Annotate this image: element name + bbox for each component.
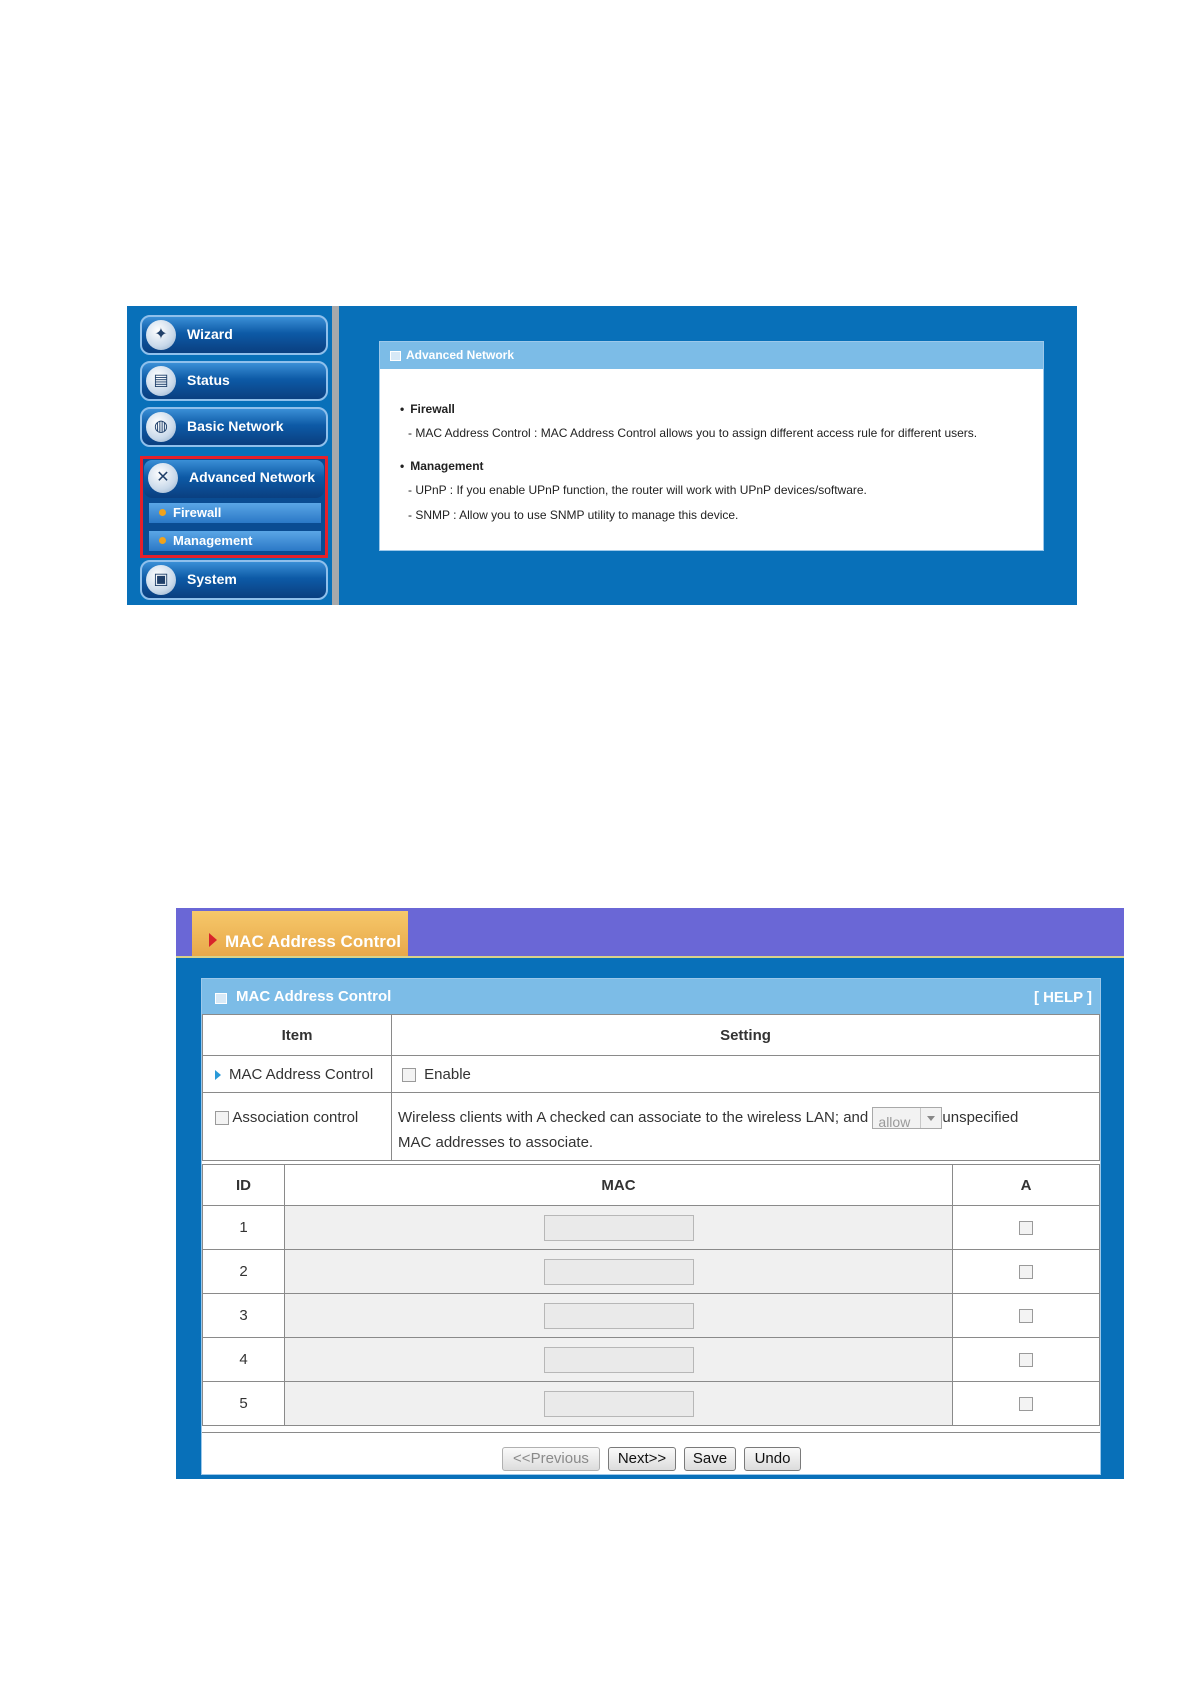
row-id: 4 bbox=[203, 1338, 285, 1382]
tab-arrow-icon bbox=[209, 933, 217, 947]
mac-input[interactable] bbox=[544, 1391, 694, 1417]
column-header-setting: Setting bbox=[392, 1015, 1100, 1056]
wizard-wand-icon: ✦ bbox=[146, 320, 176, 350]
globe-icon: ◍ bbox=[146, 412, 176, 442]
sidebar-divider bbox=[332, 306, 339, 605]
mac-input[interactable] bbox=[544, 1259, 694, 1285]
section-line: - SNMP : Allow you to use SNMP utility to manage this device. bbox=[408, 508, 739, 522]
sidebar-item-label: Basic Network bbox=[187, 418, 284, 434]
sidebar-item-system[interactable] bbox=[140, 560, 328, 600]
mac-input[interactable] bbox=[544, 1303, 694, 1329]
mac-control-label: MAC Address Control bbox=[229, 1065, 374, 1083]
button-row bbox=[202, 1432, 1100, 1474]
mac-input[interactable] bbox=[544, 1347, 694, 1373]
allow-checkbox[interactable] bbox=[1019, 1309, 1033, 1323]
panel-title-bar bbox=[380, 342, 1043, 369]
router-menu-screenshot bbox=[127, 306, 1077, 605]
column-header-a: A bbox=[953, 1165, 1100, 1206]
assoc-policy-value: allow bbox=[878, 1114, 911, 1131]
sidebar-subitem-management[interactable] bbox=[149, 531, 321, 551]
assoc-setting-cell bbox=[392, 1093, 1100, 1161]
association-control-label: Association control bbox=[232, 1109, 359, 1126]
tab-label: MAC Address Control bbox=[225, 932, 401, 951]
sidebar-item-label: Wizard bbox=[187, 326, 233, 342]
a-cell bbox=[953, 1338, 1100, 1382]
assoc-description-line2: MAC addresses to associate. bbox=[398, 1134, 594, 1151]
column-header-item: Item bbox=[203, 1015, 392, 1056]
section-heading-firewall: • Firewall bbox=[400, 402, 455, 416]
tab-bar bbox=[176, 908, 1124, 958]
tools-icon: ✕ bbox=[148, 463, 178, 493]
allow-checkbox[interactable] bbox=[1019, 1265, 1033, 1279]
table-row bbox=[203, 1294, 1100, 1338]
panel-title: Advanced Network bbox=[406, 348, 515, 362]
sidebar-subitem-firewall[interactable] bbox=[149, 503, 321, 523]
sidebar-item-label: Status bbox=[187, 372, 230, 388]
mac-list-table bbox=[202, 1164, 1100, 1426]
sidebar-item-label: Advanced Network bbox=[189, 469, 316, 485]
section-line: - MAC Address Control : MAC Address Control allows you to assign different access rule for different users. bbox=[408, 426, 978, 440]
mac-cell bbox=[285, 1250, 953, 1294]
mac-cell bbox=[285, 1382, 953, 1426]
advanced-network-panel bbox=[379, 341, 1044, 551]
row-id: 2 bbox=[203, 1250, 285, 1294]
a-cell bbox=[953, 1250, 1100, 1294]
panel-title: MAC Address Control bbox=[236, 988, 392, 1005]
allow-checkbox[interactable] bbox=[1019, 1353, 1033, 1367]
section-line: - UPnP : If you enable UPnP function, the router will work with UPnP devices/software. bbox=[408, 483, 867, 497]
sidebar-item-wizard[interactable] bbox=[140, 315, 328, 355]
table-row bbox=[203, 1382, 1100, 1426]
assoc-description: Wireless clients with A checked can associate to the wireless LAN; and bbox=[398, 1109, 869, 1126]
allow-checkbox[interactable] bbox=[1019, 1397, 1033, 1411]
allow-checkbox[interactable] bbox=[1019, 1221, 1033, 1235]
mac-input[interactable] bbox=[544, 1215, 694, 1241]
sidebar bbox=[127, 306, 332, 605]
sidebar-item-advanced-network[interactable] bbox=[144, 460, 324, 498]
a-cell bbox=[953, 1206, 1100, 1250]
mac-address-control-screenshot bbox=[176, 908, 1124, 1479]
table-row bbox=[203, 1250, 1100, 1294]
enable-checkbox[interactable] bbox=[402, 1068, 416, 1082]
sidebar-item-basic-network[interactable] bbox=[140, 407, 328, 447]
panel-icon bbox=[390, 351, 401, 361]
enable-label: Enable bbox=[424, 1065, 471, 1083]
association-control-checkbox[interactable] bbox=[215, 1111, 229, 1125]
mac-control-setting-cell bbox=[392, 1056, 1100, 1093]
bullet-icon bbox=[159, 509, 166, 516]
section-heading-management: • Management bbox=[400, 459, 484, 473]
panel-icon bbox=[215, 993, 227, 1004]
status-chart-icon: ▤ bbox=[146, 366, 176, 396]
assoc-policy-select[interactable] bbox=[872, 1107, 942, 1129]
previous-button[interactable]: <<Previous bbox=[502, 1447, 600, 1471]
subitem-label: Firewall bbox=[173, 505, 222, 520]
save-button[interactable]: Save bbox=[684, 1447, 736, 1471]
mac-cell bbox=[285, 1294, 953, 1338]
a-cell bbox=[953, 1382, 1100, 1426]
sidebar-item-label: System bbox=[187, 571, 237, 587]
row-id: 5 bbox=[203, 1382, 285, 1426]
a-cell bbox=[953, 1294, 1100, 1338]
row-id: 1 bbox=[203, 1206, 285, 1250]
undo-button[interactable]: Undo bbox=[744, 1447, 801, 1471]
row-id: 3 bbox=[203, 1294, 285, 1338]
bullet-icon bbox=[159, 537, 166, 544]
table-row bbox=[203, 1206, 1100, 1250]
panel-title-bar bbox=[202, 979, 1100, 1014]
table-row bbox=[203, 1338, 1100, 1382]
mac-cell bbox=[285, 1206, 953, 1250]
settings-table bbox=[202, 1014, 1100, 1161]
column-header-id: ID bbox=[203, 1165, 285, 1206]
chevron-down-icon bbox=[920, 1108, 941, 1128]
help-link[interactable]: [ HELP ] bbox=[1033, 989, 1092, 1006]
computer-icon: ▣ bbox=[146, 565, 176, 595]
next-button[interactable]: Next>> bbox=[608, 1447, 676, 1471]
assoc-item-cell bbox=[203, 1093, 392, 1161]
assoc-description-after: unspecified bbox=[942, 1109, 1019, 1126]
tab-mac-address-control[interactable] bbox=[192, 911, 408, 956]
subitem-label: Management bbox=[173, 533, 253, 548]
mac-control-item-cell bbox=[203, 1056, 392, 1093]
column-header-mac: MAC bbox=[285, 1165, 953, 1206]
mac-address-control-panel bbox=[201, 978, 1101, 1475]
sidebar-item-status[interactable] bbox=[140, 361, 328, 401]
mac-cell bbox=[285, 1338, 953, 1382]
row-marker-icon bbox=[215, 1070, 221, 1080]
advanced-network-group-highlight bbox=[140, 456, 328, 558]
